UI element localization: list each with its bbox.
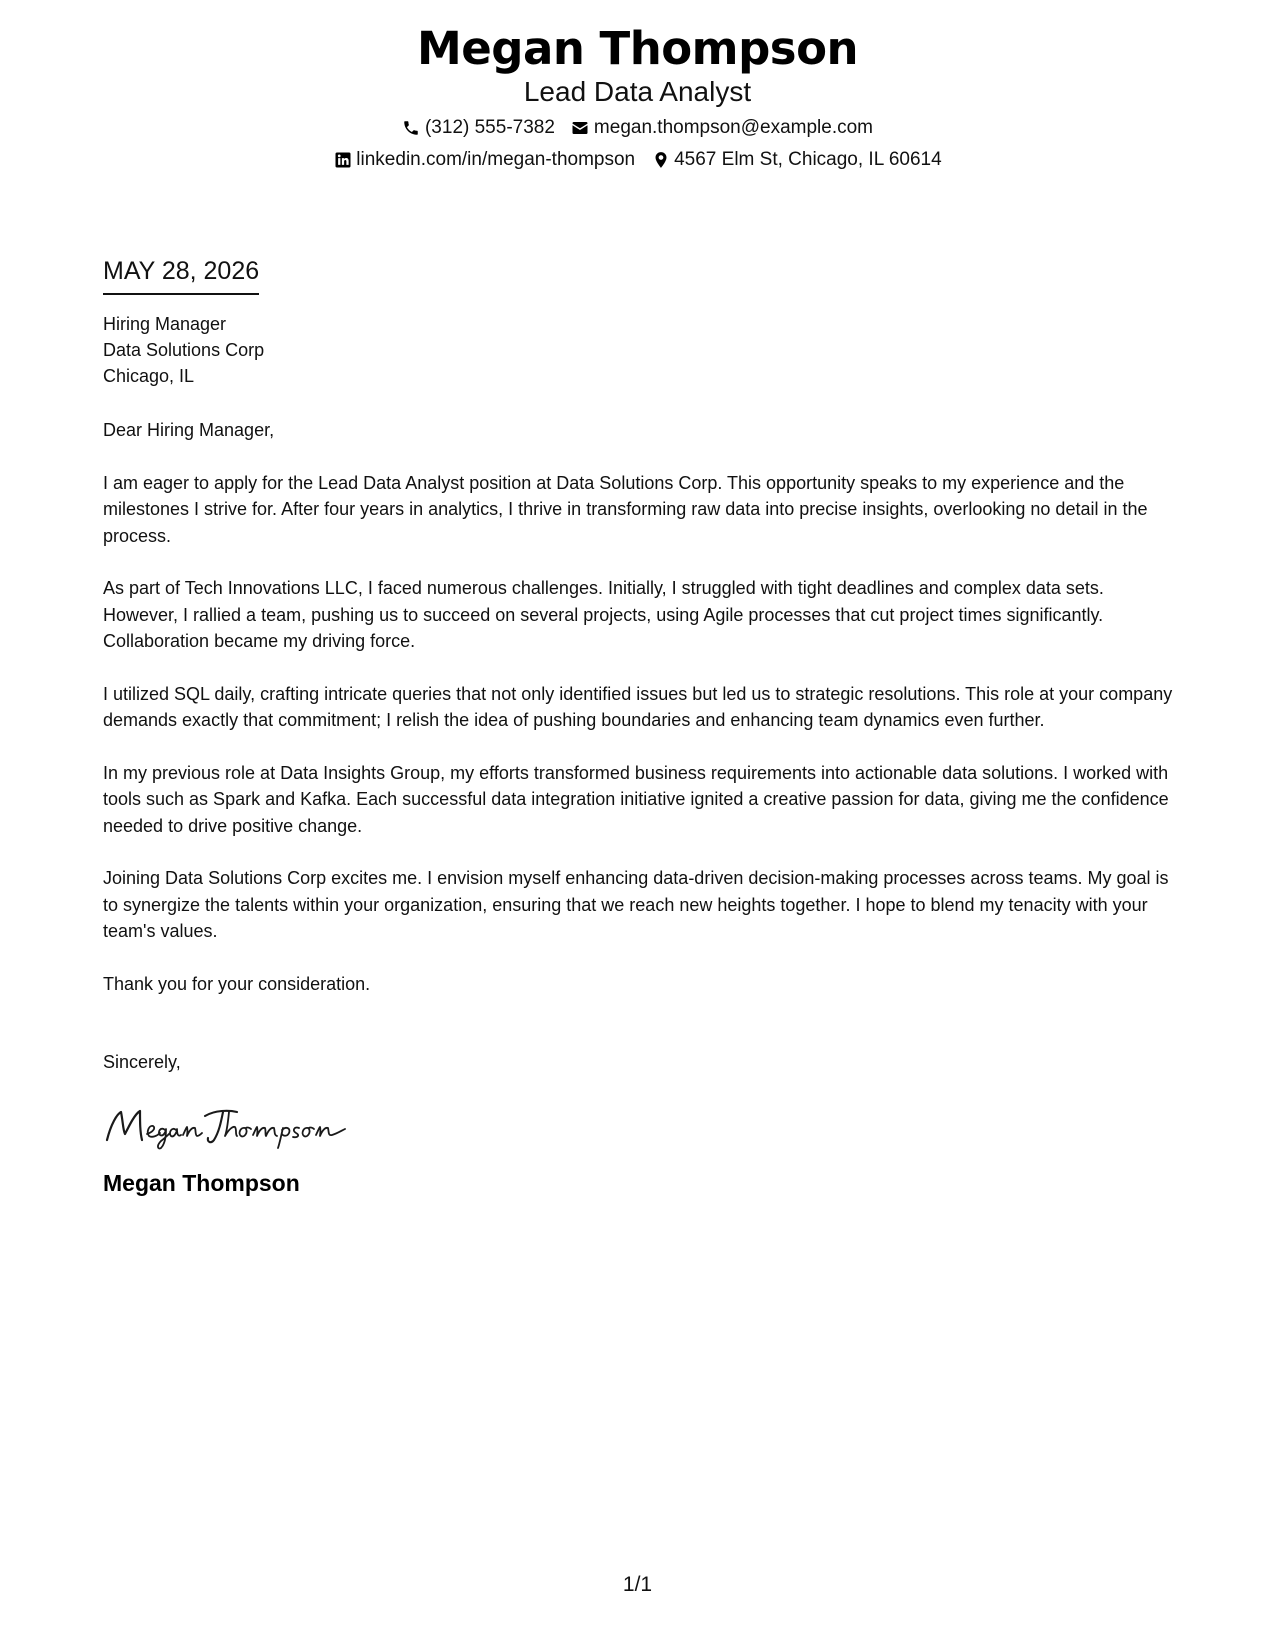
applicant-name: Megan Thompson bbox=[416, 22, 859, 75]
recipient-line: Data Solutions Corp bbox=[103, 340, 265, 360]
contact-linkedin[interactable] bbox=[333, 148, 635, 172]
address-text: 4567 Elm St, Chicago, IL 60614 bbox=[674, 149, 942, 170]
body-paragraph: Joining Data Solutions Corp excites me. I envision myself enhancing data-driven decision-making processes across teams. My goal is to synergize the talents within your organization, ensuring that we reach new heights together. I hope to blend my tenacity with your team's values. bbox=[103, 868, 1169, 941]
page-number: 1/1 bbox=[622, 1573, 653, 1596]
phone-text: (312) 555-7382 bbox=[424, 117, 555, 138]
body-paragraph: As part of Tech Innovations LLC, I faced numerous challenges. Initially, I struggled with tight deadlines and complex data sets. However, I rallied a team, pushing us to succeed on several projects, using Agile processes that cut project times significantly. Collaboration became my driving force. bbox=[103, 578, 1104, 651]
body-paragraph: I utilized SQL daily, crafting intricate queries that not only identified issues but led us to strategic resolutions. This role at your company demands exactly that commitment; I relish the idea of pushing boundaries and enhancing team dynamics even further. bbox=[103, 683, 1173, 730]
letter-header bbox=[0, 22, 1275, 172]
recipient-line: Hiring Manager bbox=[103, 314, 227, 334]
body-paragraph: In my previous role at Data Insights Group, my efforts transformed business requirements into actionable data solutions. I worked with tools such as Spark and Kafka. Each successful data integration initiative ignited a creative passion for data, giving me the confidence needed to drive positive change. bbox=[103, 762, 1169, 836]
linkedin-text[interactable]: linkedin.com/in/megan-thompson bbox=[356, 149, 636, 170]
email-text[interactable]: megan.thompson@example.com bbox=[593, 117, 874, 138]
letter-date: MAY 28, 2026 bbox=[103, 255, 259, 295]
envelope-icon bbox=[571, 119, 590, 138]
closing: Sincerely, bbox=[103, 1052, 181, 1072]
letter-body bbox=[103, 255, 1173, 1198]
phone-icon bbox=[402, 119, 421, 138]
map-pin-icon bbox=[651, 151, 670, 170]
recipient-block bbox=[103, 311, 1173, 389]
applicant-title: Lead Data Analyst bbox=[523, 76, 752, 107]
recipient-line: Chicago, IL bbox=[103, 366, 195, 386]
salutation: Dear Hiring Manager, bbox=[103, 420, 275, 440]
signer-name: Megan Thompson bbox=[103, 1169, 300, 1196]
body-paragraph: Thank you for your consideration. bbox=[103, 973, 371, 994]
contact-row-1 bbox=[0, 116, 1275, 140]
contact-address bbox=[651, 148, 942, 172]
body-paragraph: I am eager to apply for the Lead Data Analyst position at Data Solutions Corp. This opportunity speaks to my experience and the milestones I strive for. After four years in analytics, I thrive in transforming raw data into precise insights, overlooking no detail in the process. bbox=[103, 472, 1148, 546]
handwritten-signature bbox=[103, 1104, 363, 1150]
contact-email[interactable] bbox=[571, 116, 873, 140]
linkedin-icon bbox=[333, 151, 352, 170]
contact-row-2 bbox=[0, 148, 1275, 172]
contact-phone bbox=[402, 116, 555, 140]
